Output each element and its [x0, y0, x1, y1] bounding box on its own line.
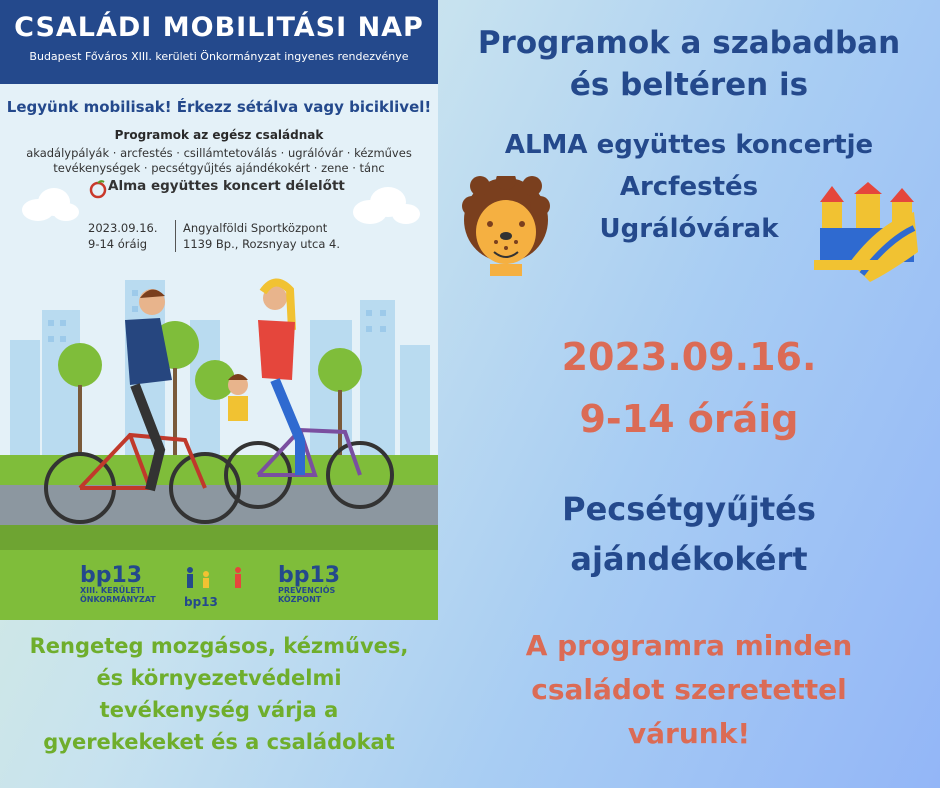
poster-subtitle: Budapest Főváros XIII. kerületi Önkormányzat ingyenes rendezvénye — [29, 50, 409, 63]
headline-line: és beltéren is — [569, 67, 809, 103]
bouncy-castle-icon — [810, 182, 922, 292]
stamp-line: Pecsétgyűjtés — [562, 490, 816, 528]
programs-headline — [438, 22, 940, 106]
program-item: ALMA együttes koncertje — [504, 130, 874, 160]
stamp-collection — [438, 484, 940, 584]
event-time: 9-14 óráig — [579, 397, 799, 441]
activities-line: tevékenység várja a — [99, 698, 339, 722]
logo-text: ÖNKORMÁNYZAT — [80, 595, 156, 604]
poster-address: 1139 Bp., Rozsnyay utca 4. — [183, 237, 341, 251]
apple-icon — [88, 179, 108, 199]
bp13-logo-mark: bp13 — [80, 563, 143, 588]
poster-title: CSALÁDI MOBILITÁSI NAP — [14, 12, 424, 43]
poster-footer — [0, 550, 438, 620]
bp13-logo-mark: bp13 — [278, 563, 341, 588]
activities-line: gyerekekeket és a családokat — [43, 730, 395, 754]
event-date-block — [438, 326, 940, 450]
poster-venue-name: Angyalföldi Sportközpont — [183, 221, 328, 235]
event-date: 2023.09.16. — [561, 335, 817, 379]
poster-datetime — [88, 220, 158, 252]
logo-text: XIII. KERÜLETI — [80, 586, 145, 595]
family-figures-icon — [184, 566, 246, 590]
activities-line: és környezetvédelmi — [96, 666, 342, 690]
activities-line: Rengeteg mozgásos, kézműves, — [29, 634, 409, 658]
welcome-line: családot szeretettel — [531, 673, 847, 706]
poster-programs-list: akadálypályák · arcfestés · csillámtetoválás · ugrálóvár · kézműves tevékenységek · pecsétgyűjtés ajándékokért · zene · tánc — [26, 146, 412, 175]
headline-line: Programok a szabadban — [477, 25, 901, 61]
poster-programs-title: Programok az egész családnak — [114, 128, 324, 142]
poster-concert: Alma együttes koncert délelőtt — [108, 178, 345, 194]
poster-venue — [175, 220, 340, 252]
district-logo — [80, 563, 156, 604]
welcome-line: A programra minden — [525, 629, 853, 662]
poster-slogan: Legyünk mobilisak! Érkezz sétálva vagy biciklivel! — [6, 98, 432, 116]
cloud-icon — [18, 184, 80, 224]
logo-text: PREVENCIÓS — [278, 586, 336, 595]
program-item: Arcfestés — [619, 172, 759, 202]
poster-header — [0, 0, 438, 84]
bp13-logo-mark: bp13 — [184, 595, 218, 609]
poster-time: 9-14 óráig — [88, 237, 148, 251]
welcome-message — [438, 624, 940, 756]
activities-description — [0, 630, 438, 758]
family-cycling-illustration — [0, 260, 438, 550]
logo-text: KÖZPONT — [278, 595, 322, 604]
prevention-center-logo — [278, 563, 341, 604]
program-item: Ugrálóvárak — [599, 214, 779, 244]
welcome-line: várunk! — [627, 717, 751, 750]
face-paint-icon — [460, 176, 552, 278]
event-poster — [0, 0, 438, 620]
family-logo — [184, 566, 246, 612]
stamp-line: ajándékokért — [570, 540, 808, 578]
poster-date: 2023.09.16. — [88, 221, 158, 235]
